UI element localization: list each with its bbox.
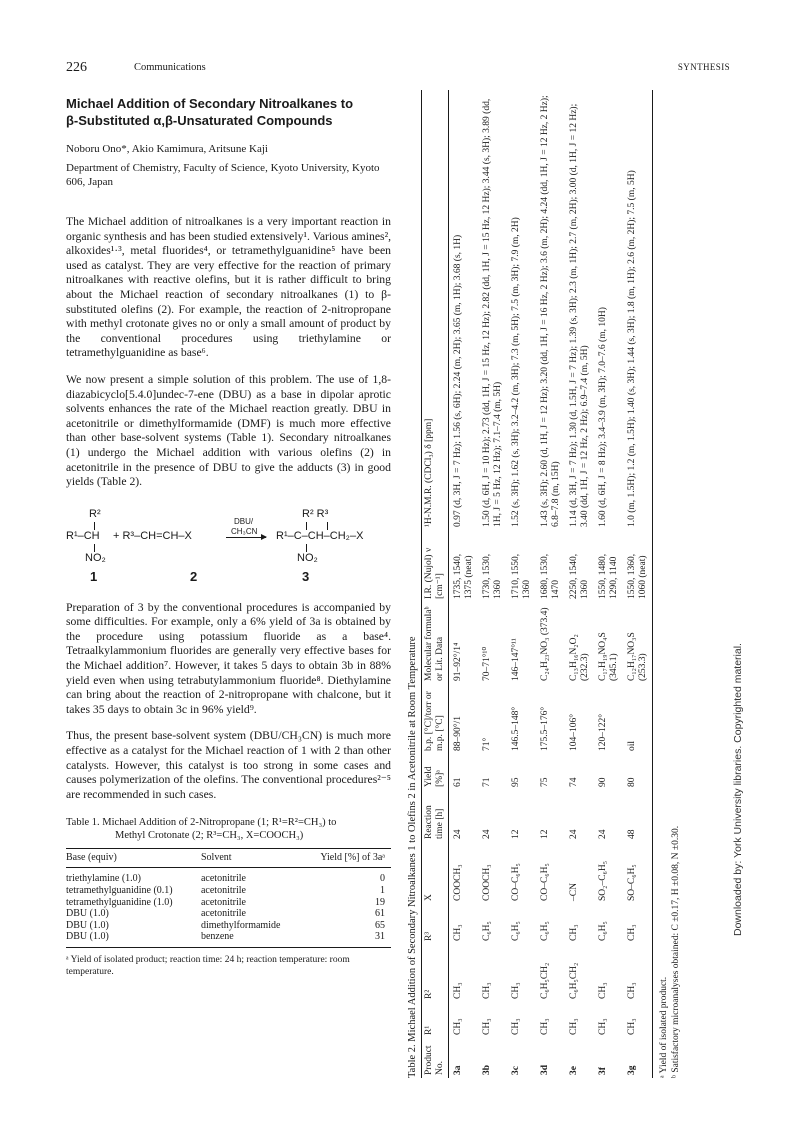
table-cell-solvent: acetonitrile — [200, 873, 246, 885]
table-row — [565, 90, 594, 1078]
table-cell-ir: 1550, 1480, 1290, 1140 — [598, 553, 619, 599]
table-cell-r3: CH₃ — [453, 924, 463, 941]
table-cell-base: DBU (1.0) — [66, 919, 109, 931]
table-cell-formula: C₁₂H₁₇NO₃S (253.3) — [623, 602, 653, 684]
table-row — [478, 90, 507, 1078]
table-cell-r1: CH₃ — [511, 1018, 521, 1035]
table-cell-r2: CH₃ — [623, 944, 653, 1002]
table-cell-ir: 1735, 1540, 1375 (neat) — [453, 553, 474, 599]
table-row — [66, 868, 391, 885]
table-cell-solvent: acetonitrile — [200, 908, 246, 920]
section-name: Communications — [134, 62, 206, 73]
table-cell-x: –CN — [569, 883, 579, 901]
table-cell-r3: CH₃ — [623, 904, 653, 944]
table-2-header-yield: Yield [%]ᵃ — [422, 754, 449, 790]
table-cell-yield: 74 — [569, 777, 579, 787]
scheme-label-2: 2 — [190, 568, 198, 584]
table-cell-r3: CH₃ — [569, 924, 579, 941]
table-cell-ir: 1680, 1530, 1470 — [540, 553, 561, 599]
scheme-label-3: 3 — [302, 568, 310, 584]
scheme-bond — [306, 544, 307, 552]
table-cell-nmr: 1.52 (s, 3H); 1.62 (s, 3H); 3.2–4.2 (m, 3H); 7.3 (m, 5H); 7.5 (m, 3H); 7.9 (m, 2H) — [511, 217, 521, 527]
table-cell-nmr: 1.50 (d, 6H, J = 10 Hz); 2.73 (dd, 1H, J = 15 Hz, 12 Hz); 2.82 (dd, 1H, J = 15 Hz, 12 Hz); 3.44 (s, 3H); 3.89 (dd, 1H, J = 5 Hz, 12 Hz); 7.1–7.4 (m, 5H) — [482, 98, 503, 527]
table-cell-time: 24 — [598, 829, 608, 839]
table-cell-yield: 31 — [302, 931, 391, 947]
table-cell-product: 3c — [511, 1066, 521, 1075]
table-cell-nmr: 1.43 (s, 3H); 2.60 (d, 1H, J = 12 Hz); 3.20 (dd, 1H, J = 16 Hz, 2 Hz); 3.6 (m, 2H); 4.24 (dd, 1H, J = 12 Hz, 2 Hz); 6.8–7.8 (m, 15H) — [540, 95, 561, 527]
table-cell-formula: C₁₃H₁₆N₂O₂ (232.3) — [569, 634, 590, 681]
table-cell-ir: 1550, 1360, 1060 (neat) — [623, 530, 653, 602]
table-cell-r2: CH₃ — [482, 982, 492, 999]
scheme-no2-right: NO₂ — [297, 551, 318, 564]
table-1 — [66, 816, 391, 978]
table-cell-bp-mp: 175.5–176° — [540, 706, 550, 751]
table-cell-solvent: acetonitrile — [200, 885, 246, 896]
table-cell-nmr: 0.97 (d, 3H, J = 7 Hz); 1.56 (s, 6H); 2.24 (m, 2H); 3.65 (m, 1H); 3.68 (s, 1H) — [453, 234, 463, 527]
download-watermark: Downloaded by: York University libraries. Copyrighted material. — [732, 643, 744, 936]
table-cell-base: DBU (1.0) — [66, 908, 109, 920]
table-cell-r1: CH₃ — [453, 1018, 463, 1035]
table-cell-base: tetramethylguanidine (1.0) — [66, 896, 173, 908]
table-cell-yield: 61 — [453, 777, 463, 787]
table-cell-base: tetramethylguanidine (0.1) — [66, 885, 173, 896]
scheme-olefin: + R³–CH=CH–X — [113, 529, 192, 542]
table-1-header-yield: Yield [%] of 3aᵃ — [302, 849, 391, 868]
table-cell-bp-mp: 120–122° — [598, 713, 608, 751]
table-2-header-formula: Molecular formulaᵇ or Lit. Data — [422, 602, 449, 684]
table-cell-time: 12 — [540, 829, 550, 839]
title-line-1: Michael Addition of Secondary Nitroalkanes to — [66, 96, 354, 111]
table-2-caption: Table 2. Michael Addition of Secondary Nitroalkanes 1 to Olefins 2 in Acetonitrile at Room Temperature — [407, 636, 418, 1078]
table-cell-bp-mp: oil — [623, 684, 653, 754]
table-1-footnote: ᵃ Yield of isolated product; reaction time: 24 h; reaction temperature: room temperature. — [66, 954, 350, 977]
table-1-header-solvent: Solvent — [201, 849, 302, 868]
table-1-header-base: Base (equiv) — [66, 849, 201, 868]
table-cell-bp-mp: 104–106° — [569, 713, 579, 751]
scheme-product: R¹–C–CH–CH₂–X — [276, 529, 364, 542]
table-cell-product: 3a — [453, 1065, 463, 1075]
table-cell-x: CO–C₆H₅ — [511, 863, 521, 901]
table-cell-formula: 91–92°/1⁴ — [453, 642, 463, 681]
table-row — [66, 920, 391, 932]
table-row — [66, 885, 391, 897]
scheme-bond — [306, 522, 307, 530]
table-cell-r2: CH₃ — [598, 982, 608, 999]
table-cell-r1: CH₃ — [482, 1018, 492, 1035]
table-1-caption — [66, 816, 391, 842]
page-header — [66, 62, 730, 78]
table-2-header-r2: R² — [422, 944, 449, 1002]
table-2-rotated — [407, 88, 732, 1078]
scheme-no2-left: NO₂ — [85, 551, 106, 564]
table-cell-formula: 146–147°¹¹ — [511, 638, 521, 681]
scheme-bond — [327, 522, 328, 530]
reaction-scheme — [66, 504, 391, 589]
table-2-header-r3: R³ — [422, 904, 449, 944]
table-cell-time: 12 — [511, 829, 521, 839]
table-cell-solvent: dimethylformamide — [200, 919, 281, 931]
table-2 — [407, 88, 682, 1078]
table-2-header-time: Reaction time [h] — [422, 790, 449, 842]
table-row — [536, 90, 565, 1078]
scheme-label-1: 1 — [90, 568, 98, 584]
table-cell-yield: 0 — [380, 873, 385, 885]
table-2-header-product: Product No. — [422, 1038, 449, 1078]
table-cell-nmr: 1.60 (d, 6H, J = 8 Hz); 3.4–3.9 (m, 3H); 7.0–7.6 (m, 10H) — [598, 307, 608, 527]
table-cell-r2: CH₃ — [511, 982, 521, 999]
table-cell-bp-mp: 146.5–148° — [511, 706, 521, 751]
table-cell-x: COOCH₃ — [453, 864, 463, 901]
table-cell-formula: C₂₄H₂₃NO₃ (373.4) — [540, 607, 550, 681]
table-row — [66, 931, 391, 947]
authors: Noboru Ono*, Akio Kamimura, Aritsune Kaji — [66, 143, 268, 155]
table-cell-time: 48 — [623, 790, 653, 842]
table-cell-r3: C₆H₅ — [540, 921, 550, 941]
scheme-r2-left: R² — [89, 507, 101, 520]
table-cell-r3: C₆H₅ — [482, 921, 492, 941]
table-cell-yield: 19 — [375, 896, 385, 908]
table-cell-x: SO–C₆H₅ — [623, 842, 653, 904]
table-2-footnotes — [658, 88, 682, 1078]
table-cell-product: 3d — [540, 1064, 550, 1075]
paragraph-conclusion: Thus, the present base-solvent system (DBU/CH₃CN) is much more effective as a catalyst for the Michael reaction of 1 with 2 than other catalysts. However, this catalyst is too strong in some cases and causes polymerization of the olefins. The conventional procedures²⁻⁵ are recommended in such cases. — [66, 729, 391, 801]
table-row — [507, 90, 536, 1078]
table-cell-yield: 1 — [380, 885, 385, 896]
table-cell-yield: 80 — [623, 754, 653, 790]
table-cell-x: SO₂–C₆H₅ — [598, 860, 608, 901]
table-cell-r3: C₆H₅ — [511, 921, 521, 941]
table-row — [66, 908, 391, 920]
table-cell-r2: C₆H₅CH₂ — [540, 962, 550, 999]
table-1-grid — [66, 848, 391, 948]
table-cell-bp-mp: 71° — [482, 737, 492, 751]
table-cell-solvent: benzene — [201, 931, 302, 947]
table-cell-time: 24 — [569, 829, 579, 839]
table-cell-base: triethylamine (1.0) — [66, 873, 141, 885]
table-cell-yield: 71 — [482, 777, 492, 787]
table-cell-product: 3f — [598, 1067, 608, 1075]
journal-name: SYNTHESIS — [677, 62, 730, 72]
table-cell-x: CO–C₆H₅ — [540, 863, 550, 901]
table-cell-yield: 75 — [540, 777, 550, 787]
table-2-footnote-a: ᵃ Yield of isolated product. — [659, 976, 669, 1078]
table-row — [594, 90, 623, 1078]
table-cell-product: 3b — [482, 1064, 492, 1075]
left-column — [66, 95, 391, 978]
table-cell-r1: CH₃ — [623, 1002, 653, 1038]
table-2-header-nmr: ¹H-N.M.R. (CDCl₃) δ [ppm] — [422, 90, 449, 530]
table-cell-ir: 1710, 1550, 1360 — [511, 553, 532, 599]
table-cell-yield: 61 — [375, 908, 385, 920]
table-cell-r1: CH₃ — [569, 1018, 579, 1035]
title-line-2: β-Substituted α,β-Unsaturated Compounds — [66, 113, 333, 128]
affiliation: Department of Chemistry, Faculty of Science, Kyoto University, Kyoto 606, Japan — [66, 162, 380, 188]
table-cell-time: 24 — [453, 829, 463, 839]
table-cell-r1: CH₃ — [598, 1018, 608, 1035]
scheme-condition-base: DBU/ — [234, 516, 254, 526]
paragraph-preparation: Preparation of 3 by the conventional procedures is accompanied by some difficulties. For example, only a 6% yield of 3a is obtained by the procedure using potassium fluoride as a base⁴. Tetraalkylammonium fluorides are generally very effective bases for the Michael addition⁷. However, it takes 5 days to obtain 3b in 88% yield even when using tetrabutylammonium fluoride⁸. Diethylamine can bring about the reaction of 2-nitropropane with chalcone, but it takes 35 days to obtain 3c in 96% yield⁹. — [66, 600, 391, 716]
scheme-bond — [94, 544, 95, 552]
scheme-reactant-1: R¹–CH — [66, 529, 100, 542]
scheme-condition-solvent: CH₃CN — [231, 526, 258, 536]
table-1-caption-line-1: Table 1. Michael Addition of 2-Nitropropane (1; R¹=R²=CH₃) to — [66, 817, 337, 829]
scheme-bond — [94, 522, 95, 530]
scheme-r2-r3-right: R² R³ — [302, 507, 329, 520]
table-cell-ir: 1730, 1530, 1360 — [482, 553, 503, 599]
table-cell-nmr: 1.0 (m, 1.5H); 1.2 (m, 1.5H); 1.40 (s, 3H); 1.44 (s, 3H); 1.8 (m, 1H); 2.6 (m, 2H); 7.5 (m, 5H) — [623, 90, 653, 530]
table-row — [66, 897, 391, 909]
table-cell-time: 24 — [482, 829, 492, 839]
table-2-header-x: X — [422, 842, 449, 904]
table-cell-yield: 65 — [375, 919, 385, 931]
table-cell-nmr: 1.14 (d, 3H, J = 7 Hz); 1.30 (d, 1.5H, J = 7 Hz); 1.39 (s, 3H); 2.3 (m, 1H); 2.7 (m, 2H); 3.00 (d, 1H, J = 12 Hz); 3.40 (dd, 1H, J = 12 Hz, 2 Hz); 6.9–7.4 (m, 5H) — [569, 103, 590, 527]
table-cell-x: COOCH₃ — [482, 864, 492, 901]
table-cell-yield: 90 — [598, 777, 608, 787]
table-1-caption-line-2: Methyl Crotonate (2; R³=CH₃, X=COOCH₃) — [115, 830, 304, 842]
table-cell-product: 3g — [623, 1038, 653, 1078]
table-cell-solvent: acetonitrile — [200, 896, 246, 908]
table-cell-product: 3e — [569, 1066, 579, 1075]
table-row — [623, 90, 653, 1078]
paragraph-intro: The Michael addition of nitroalkanes is a very important reaction in organic synthesis and has been studied extensively¹. Various amines², alkoxides¹·³, metal fluorides⁴, or tetramethylguanidine⁵ have been used as catalyst. They are very effective for the reaction of primary nitroalkanes with reactive olefins, but it is rather difficult to bring about the Michael reaction of secondary nitroalkanes (1) to β-substituted olefins (2). For example, the reaction of 2-nitropropane with methyl crotonate gives no or only a small amount of product by the conventional procedures using triethylamine or tetramethylguanidine as base⁶. — [66, 215, 391, 360]
table-cell-r2: CH₃ — [453, 982, 463, 999]
table-cell-r1: CH₃ — [540, 1018, 550, 1035]
table-2-footnote-b: ᵇ Satisfactory microanalyses obtained: C ±0.17, H ±0.08, N ±0.30. — [671, 825, 681, 1078]
table-cell-r2: C₆H₅CH₂ — [569, 962, 579, 999]
table-cell-formula: 70–71°¹⁰ — [482, 646, 492, 681]
paragraph-solution: We now present a simple solution of this problem. The use of 1,8-diazabicyclo[5.4.0]undec-7-ene (DBU) as a base in dipolar aprotic solvents enhances the rate of the Michael reaction greatly. DBU in acetonitrile or dimethylformamide (DMF) is much more effective than other base-solvent systems (Table 1). Secondary nitroalkanes (1) undergo the Michael addition with various olefins (2) in acetonitrile in the presence of DBU to give the adducts (3) in good yields (Table 2). — [66, 372, 391, 489]
table-cell-ir: 2250, 1540, 1360 — [569, 553, 590, 599]
article-title — [66, 95, 391, 129]
table-cell-base: DBU (1.0) — [66, 931, 201, 947]
table-cell-bp-mp: 88–90°/1 — [453, 716, 463, 751]
table-cell-formula: C₁₇H₁₉NO₄S (345.1) — [598, 632, 619, 681]
reaction-arrow-icon — [226, 537, 266, 538]
table-2-header-r1: R¹ — [422, 1002, 449, 1038]
table-cell-r3: C₆H₅ — [598, 921, 608, 941]
table-2-grid — [421, 90, 653, 1078]
page-number: 226 — [66, 60, 87, 75]
table-2-header-ir: I.R. (Nujol) ν [cm⁻¹] — [422, 530, 449, 602]
table-cell-yield: 95 — [511, 777, 521, 787]
table-row — [449, 90, 479, 1078]
table-2-header-bp-mp: b.p. [°C]/torr or m.p. [°C] — [422, 684, 449, 754]
